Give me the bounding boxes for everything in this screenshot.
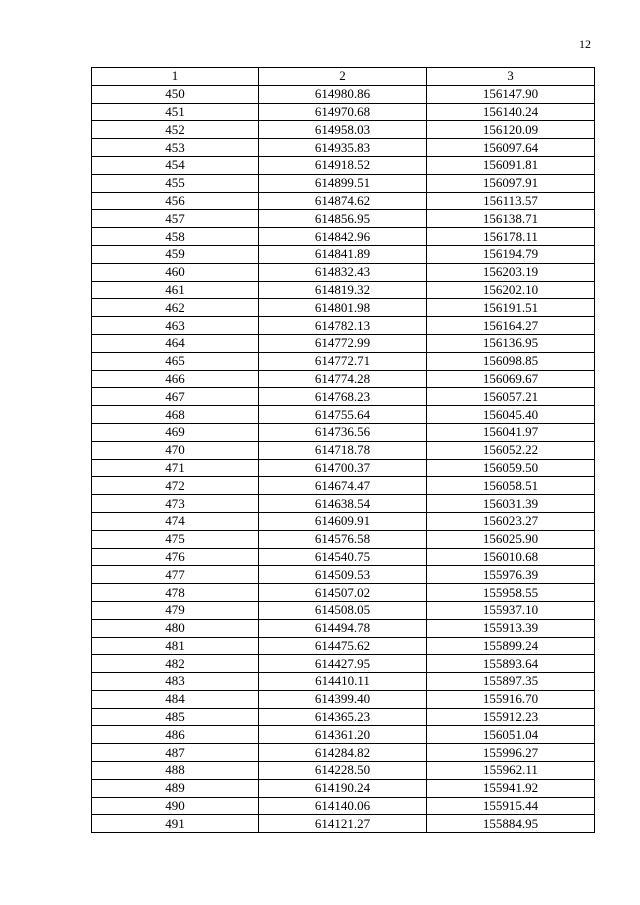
coordinate-x-cell: 614190.24	[259, 779, 427, 797]
point-number-cell: 466	[92, 370, 259, 388]
point-number-cell: 454	[92, 156, 259, 174]
coordinate-y-cell: 155976.39	[427, 566, 595, 584]
point-number-cell: 453	[92, 139, 259, 157]
table-row	[92, 708, 595, 726]
table-row	[92, 601, 595, 619]
point-number-cell: 463	[92, 317, 259, 335]
point-number-cell: 465	[92, 352, 259, 370]
coordinate-x-cell: 614718.78	[259, 441, 427, 459]
point-number-cell: 483	[92, 673, 259, 691]
table-row	[92, 619, 595, 637]
point-number-cell: 479	[92, 601, 259, 619]
point-number-cell: 457	[92, 210, 259, 228]
point-number-cell: 460	[92, 263, 259, 281]
coordinate-x-cell: 614475.62	[259, 637, 427, 655]
coordinate-y-cell: 156164.27	[427, 317, 595, 335]
point-number-cell: 473	[92, 495, 259, 513]
table-row	[92, 299, 595, 317]
coordinate-y-cell: 156045.40	[427, 406, 595, 424]
table-row	[92, 121, 595, 139]
coordinate-y-cell: 156097.91	[427, 174, 595, 192]
table-row	[92, 85, 595, 103]
table-row	[92, 584, 595, 602]
table-row	[92, 388, 595, 406]
coordinate-x-cell: 614674.47	[259, 477, 427, 495]
point-number-cell: 462	[92, 299, 259, 317]
table-row	[92, 762, 595, 780]
table-row	[92, 156, 595, 174]
point-number-cell: 480	[92, 619, 259, 637]
coordinate-x-cell: 614410.11	[259, 673, 427, 691]
coordinate-x-cell: 614774.28	[259, 370, 427, 388]
coordinate-y-cell: 155897.35	[427, 673, 595, 691]
coordinate-y-cell: 156203.19	[427, 263, 595, 281]
point-number-cell: 476	[92, 548, 259, 566]
point-number-cell: 485	[92, 708, 259, 726]
point-number-cell: 478	[92, 584, 259, 602]
coordinate-x-cell: 614700.37	[259, 459, 427, 477]
coordinate-y-cell: 155937.10	[427, 601, 595, 619]
column-header-1: 1	[92, 68, 259, 86]
coordinates-table	[91, 67, 595, 833]
point-number-cell: 461	[92, 281, 259, 299]
point-number-cell: 471	[92, 459, 259, 477]
point-number-cell: 486	[92, 726, 259, 744]
point-number-cell: 452	[92, 121, 259, 139]
point-number-cell: 484	[92, 690, 259, 708]
coordinate-x-cell: 614772.71	[259, 352, 427, 370]
coordinate-y-cell: 155916.70	[427, 690, 595, 708]
coordinate-y-cell: 156057.21	[427, 388, 595, 406]
table-row	[92, 530, 595, 548]
table-row	[92, 459, 595, 477]
column-header-3: 3	[427, 68, 595, 86]
point-number-cell: 488	[92, 762, 259, 780]
point-number-cell: 451	[92, 103, 259, 121]
coordinate-y-cell: 155912.23	[427, 708, 595, 726]
table-row	[92, 406, 595, 424]
point-number-cell: 489	[92, 779, 259, 797]
table-row	[92, 690, 595, 708]
coordinate-y-cell: 156052.22	[427, 441, 595, 459]
table-row	[92, 281, 595, 299]
coordinate-y-cell: 155893.64	[427, 655, 595, 673]
coordinate-y-cell: 156136.95	[427, 334, 595, 352]
coordinate-y-cell: 156069.67	[427, 370, 595, 388]
coordinate-y-cell: 156138.71	[427, 210, 595, 228]
table-row	[92, 477, 595, 495]
point-number-cell: 477	[92, 566, 259, 584]
coordinate-x-cell: 614899.51	[259, 174, 427, 192]
coordinate-x-cell: 614782.13	[259, 317, 427, 335]
point-number-cell: 458	[92, 228, 259, 246]
coordinate-y-cell: 156059.50	[427, 459, 595, 477]
table-row	[92, 317, 595, 335]
page-number: 12	[579, 37, 591, 51]
column-header-2: 2	[259, 68, 427, 86]
table-row	[92, 726, 595, 744]
table-row	[92, 174, 595, 192]
coordinate-x-cell: 614509.53	[259, 566, 427, 584]
point-number-cell: 470	[92, 441, 259, 459]
point-number-cell: 491	[92, 815, 259, 833]
point-number-cell: 481	[92, 637, 259, 655]
coordinate-y-cell: 155899.24	[427, 637, 595, 655]
point-number-cell: 459	[92, 245, 259, 263]
coordinate-y-cell: 156147.90	[427, 85, 595, 103]
point-number-cell: 472	[92, 477, 259, 495]
coordinate-y-cell: 156041.97	[427, 423, 595, 441]
coordinate-x-cell: 614842.96	[259, 228, 427, 246]
coordinate-x-cell: 614399.40	[259, 690, 427, 708]
table-row	[92, 637, 595, 655]
coordinate-x-cell: 614494.78	[259, 619, 427, 637]
coordinate-y-cell: 155958.55	[427, 584, 595, 602]
table-row	[92, 495, 595, 513]
table-row	[92, 228, 595, 246]
coordinate-x-cell: 614140.06	[259, 797, 427, 815]
table-row	[92, 263, 595, 281]
table-header-row	[92, 68, 595, 86]
coordinate-x-cell: 614576.58	[259, 530, 427, 548]
point-number-cell: 450	[92, 85, 259, 103]
point-number-cell: 475	[92, 530, 259, 548]
coordinate-y-cell: 156051.04	[427, 726, 595, 744]
coordinate-y-cell: 156097.64	[427, 139, 595, 157]
table-row	[92, 512, 595, 530]
point-number-cell: 467	[92, 388, 259, 406]
coordinate-x-cell: 614284.82	[259, 744, 427, 762]
coordinate-y-cell: 156098.85	[427, 352, 595, 370]
point-number-cell: 469	[92, 423, 259, 441]
coordinate-y-cell: 156191.51	[427, 299, 595, 317]
point-number-cell: 490	[92, 797, 259, 815]
coordinate-x-cell: 614856.95	[259, 210, 427, 228]
coordinate-x-cell: 614121.27	[259, 815, 427, 833]
coordinate-y-cell: 156025.90	[427, 530, 595, 548]
coordinate-x-cell: 614540.75	[259, 548, 427, 566]
coordinate-x-cell: 614819.32	[259, 281, 427, 299]
table-row	[92, 797, 595, 815]
table-row	[92, 744, 595, 762]
coordinate-y-cell: 155941.92	[427, 779, 595, 797]
point-number-cell: 474	[92, 512, 259, 530]
coordinate-y-cell: 155913.39	[427, 619, 595, 637]
table-row	[92, 423, 595, 441]
point-number-cell: 468	[92, 406, 259, 424]
coordinate-y-cell: 156113.57	[427, 192, 595, 210]
coordinate-x-cell: 614507.02	[259, 584, 427, 602]
coordinate-y-cell: 156120.09	[427, 121, 595, 139]
coordinate-x-cell: 614736.56	[259, 423, 427, 441]
table-row	[92, 548, 595, 566]
coordinate-x-cell: 614365.23	[259, 708, 427, 726]
coordinate-y-cell: 156178.11	[427, 228, 595, 246]
coordinate-x-cell: 614980.86	[259, 85, 427, 103]
coordinate-y-cell: 156023.27	[427, 512, 595, 530]
coordinate-x-cell: 614841.89	[259, 245, 427, 263]
coordinate-y-cell: 156194.79	[427, 245, 595, 263]
coordinate-y-cell: 156031.39	[427, 495, 595, 513]
coordinate-x-cell: 614918.52	[259, 156, 427, 174]
coordinate-x-cell: 614755.64	[259, 406, 427, 424]
point-number-cell: 482	[92, 655, 259, 673]
table-row	[92, 655, 595, 673]
coordinate-y-cell: 156202.10	[427, 281, 595, 299]
point-number-cell: 464	[92, 334, 259, 352]
point-number-cell: 456	[92, 192, 259, 210]
coordinate-x-cell: 614874.62	[259, 192, 427, 210]
table-row	[92, 334, 595, 352]
coordinate-x-cell: 614508.05	[259, 601, 427, 619]
table-row	[92, 210, 595, 228]
coordinate-y-cell: 156010.68	[427, 548, 595, 566]
coordinate-x-cell: 614970.68	[259, 103, 427, 121]
coordinate-x-cell: 614638.54	[259, 495, 427, 513]
coordinate-x-cell: 614361.20	[259, 726, 427, 744]
table-row	[92, 192, 595, 210]
coordinate-y-cell: 156058.51	[427, 477, 595, 495]
coordinate-y-cell: 156140.24	[427, 103, 595, 121]
table-row	[92, 139, 595, 157]
coordinate-x-cell: 614935.83	[259, 139, 427, 157]
coordinate-x-cell: 614609.91	[259, 512, 427, 530]
point-number-cell: 487	[92, 744, 259, 762]
coordinate-x-cell: 614768.23	[259, 388, 427, 406]
table-row	[92, 245, 595, 263]
table-row	[92, 673, 595, 691]
coordinate-x-cell: 614958.03	[259, 121, 427, 139]
coordinate-x-cell: 614832.43	[259, 263, 427, 281]
point-number-cell: 455	[92, 174, 259, 192]
coordinate-x-cell: 614427.95	[259, 655, 427, 673]
coordinate-y-cell: 155915.44	[427, 797, 595, 815]
table-row	[92, 566, 595, 584]
table-row	[92, 352, 595, 370]
table-row	[92, 815, 595, 833]
table-row	[92, 370, 595, 388]
coordinate-y-cell: 155962.11	[427, 762, 595, 780]
coordinate-x-cell: 614801.98	[259, 299, 427, 317]
table-row	[92, 103, 595, 121]
coordinate-y-cell: 156091.81	[427, 156, 595, 174]
coordinate-x-cell: 614772.99	[259, 334, 427, 352]
coordinate-x-cell: 614228.50	[259, 762, 427, 780]
table-body	[92, 85, 595, 832]
coordinate-y-cell: 155996.27	[427, 744, 595, 762]
coordinate-y-cell: 155884.95	[427, 815, 595, 833]
table-row	[92, 441, 595, 459]
table-row	[92, 779, 595, 797]
